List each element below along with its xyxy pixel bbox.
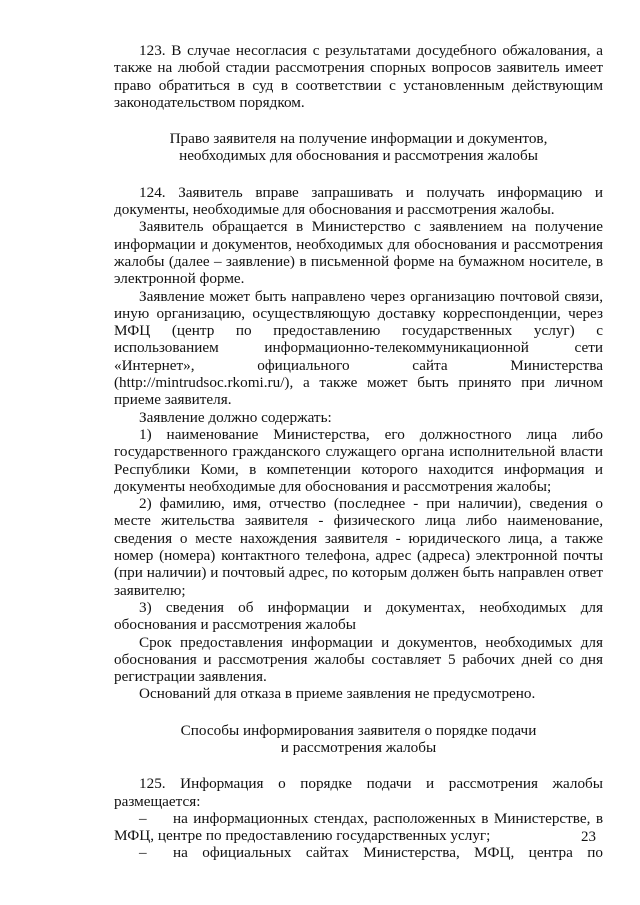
- paragraph-term: Срок предоставления информации и документов, необходимых для обоснования и рассмотрения жалобы составляет 5 рабочих дней со дня регистрации заявления.: [114, 633, 603, 686]
- document-body: [114, 42, 603, 862]
- spacer: [114, 111, 603, 130]
- bullet-item-stands: [114, 810, 603, 845]
- section-heading-line: необходимых для обоснования и рассмотрения жалобы: [179, 147, 538, 165]
- paragraph-contents: Заявление должно содержать:: [139, 408, 332, 426]
- list-item-2: 2) фамилию, имя, отчество (последнее - при наличии), сведения о месте жительства заявителя - физического лица либо наименование, сведения о месте нахождения заявителя - юридического лица, а также номер (номера) контактного телефона, адрес (адреса) электронной почты (при наличии) и почтовый адрес, по которым должен быть направлен ответ заявителю;: [114, 495, 603, 599]
- bullet-text: на официальных сайтах Министерства, МФЦ, центра по: [173, 844, 603, 862]
- bullet-dash: –: [139, 844, 147, 862]
- section-heading-line: и рассмотрения жалобы: [280, 738, 437, 756]
- bullet-item-sites: [114, 844, 603, 861]
- paragraph-refusal: Оснований для отказа в приеме заявления не предусмотрено.: [139, 685, 536, 703]
- list-item-1: 1) наименование Министерства, его должностного лица либо государственного гражданского служащего органа исполнительной власти Республики Коми, в компетенции которого находится информация и документы необходимые для обоснования и рассмотрения жалобы;: [114, 425, 603, 495]
- paragraph-124: 124. Заявитель вправе запрашивать и получать информацию и документы, необходимые для обоснования и рассмотрения жалобы.: [114, 183, 603, 219]
- page-number: 23: [581, 829, 596, 845]
- spacer: [114, 756, 603, 775]
- paragraph-send: Заявление может быть направлено через организацию почтовой связи, иную организацию, осуществляющую доставку корреспонденции, через МФЦ (центр по предоставлению государственных услуг) с использованием информационно-телекоммуникационной сети «Интернет», официального сайта Министерства (http://mintrudsoc.rkomi.ru/), а также может быть принято при личном приеме заявителя.: [114, 287, 603, 409]
- paragraph-applicant: Заявитель обращается в Министерство с заявлением на получение информации и документов, необходимых для обоснования и рассмотрения жалобы (далее – заявление) в письменной форме на бумажном носителе, в электронной форме.: [114, 218, 603, 288]
- section-heading-line: Способы информирования заявителя о порядке подачи: [180, 721, 537, 739]
- paragraph-123: 123. В случае несогласия с результатами досудебного обжалования, а также на любой стадии рассмотрения спорных вопросов заявитель имеет право обратиться в суд в соответствии с установленным действующим законодательством порядком.: [114, 42, 603, 111]
- spacer: [114, 703, 603, 722]
- section-heading-info-rights: [114, 130, 603, 165]
- list-item-3: 3) сведения об информации и документах, необходимых для обоснования и рассмотрения жалобы: [114, 598, 603, 634]
- section-heading-line: Право заявителя на получение информации и документов,: [169, 130, 548, 148]
- bullet-dash: –: [139, 809, 147, 827]
- section-heading-informing: [114, 722, 603, 757]
- paragraph-125: 125. Информация о порядке подачи и рассмотрения жалобы размещается:: [114, 775, 603, 810]
- spacer: [114, 165, 603, 184]
- bullet-text: на информационных стендах, расположенных в Министерстве, в МФЦ, центре по предоставлению государственных услуг;: [114, 809, 603, 845]
